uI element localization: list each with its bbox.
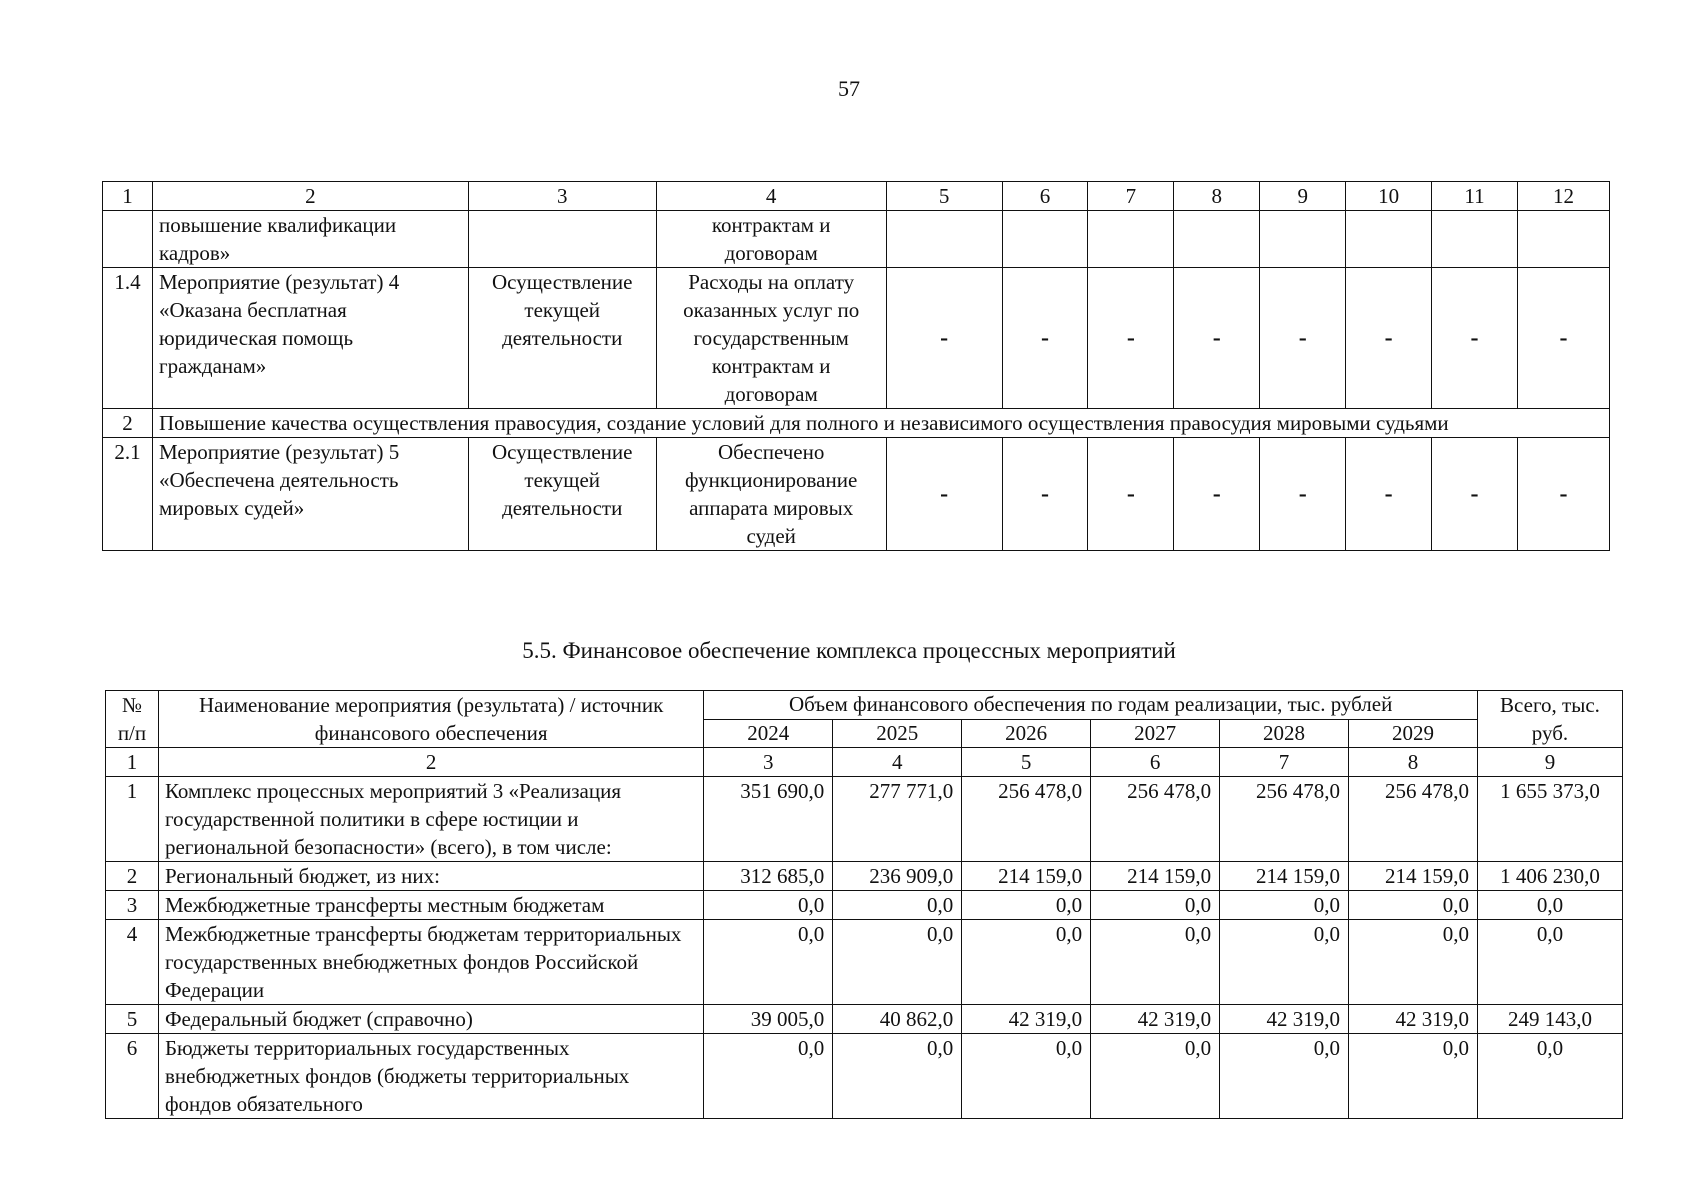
amount-cell: 0,0: [1091, 920, 1220, 1005]
value-cell: -: [1088, 268, 1174, 409]
col-index: 3: [468, 182, 656, 211]
row-name: Межбюджетные трансферты местным бюджетам: [158, 891, 703, 920]
amount-cell: 256 478,0: [1349, 777, 1478, 862]
year-header: 2028: [1220, 719, 1349, 748]
row-number: 1: [106, 777, 159, 862]
col-index: 8: [1349, 748, 1478, 777]
value-cell: -: [1432, 438, 1518, 551]
amount-cell: 236 909,0: [833, 862, 962, 891]
col-index: 4: [833, 748, 962, 777]
row-number: 5: [106, 1005, 159, 1034]
total-cell: 0,0: [1477, 1034, 1622, 1119]
amount-cell: 0,0: [833, 891, 962, 920]
task-title: Повышение качества осуществления правосудия, создание условий для полного и независимого осуществления правосудия мировыми судьями: [152, 409, 1609, 438]
amount-cell: 0,0: [1220, 1034, 1349, 1119]
total-cell: 0,0: [1477, 920, 1622, 1005]
row-number: 3: [106, 891, 159, 920]
activity-name: Мероприятие (результат) 4 «Оказана бесплатная юридическая помощь гражданам»: [152, 268, 468, 409]
year-header: 2025: [833, 719, 962, 748]
amount-cell: 214 159,0: [1349, 862, 1478, 891]
amount-cell: 0,0: [704, 1034, 833, 1119]
table1-row-1-4: [103, 268, 1610, 409]
amount-cell: 0,0: [962, 1034, 1091, 1119]
year-header: 2027: [1091, 719, 1220, 748]
amount-cell: 42 319,0: [1220, 1005, 1349, 1034]
col-index: 4: [656, 182, 886, 211]
value-cell: -: [1174, 438, 1260, 551]
col-index: 8: [1174, 182, 1260, 211]
row-number: 2: [106, 862, 159, 891]
total-cell: 0,0: [1477, 891, 1622, 920]
value-cell: -: [886, 268, 1002, 409]
value-cell: -: [1002, 268, 1088, 409]
row-name: Межбюджетные трансферты бюджетам территориальных государственных внебюджетных фондов Российской Федерации: [158, 920, 703, 1005]
amount-cell: 214 159,0: [1220, 862, 1349, 891]
value-cell: -: [1432, 268, 1518, 409]
total-cell: 249 143,0: [1477, 1005, 1622, 1034]
activities-table: [102, 181, 1610, 551]
amount-cell: 42 319,0: [1349, 1005, 1478, 1034]
row-name: Федеральный бюджет (справочно): [158, 1005, 703, 1034]
amount-cell: 0,0: [1349, 891, 1478, 920]
value-cell: -: [1260, 438, 1346, 551]
col-index: 5: [962, 748, 1091, 777]
table-row: [106, 777, 1623, 862]
col-index: 9: [1477, 748, 1622, 777]
amount-cell: 0,0: [962, 920, 1091, 1005]
row-number: 6: [106, 1034, 159, 1119]
table1-row-2-1: [103, 438, 1610, 551]
col-index: 9: [1260, 182, 1346, 211]
amount-cell: 40 862,0: [833, 1005, 962, 1034]
amount-cell: 256 478,0: [962, 777, 1091, 862]
table-row: [106, 920, 1623, 1005]
col-index: 1: [103, 182, 153, 211]
year-header: 2024: [704, 719, 833, 748]
amount-cell: 42 319,0: [1091, 1005, 1220, 1034]
value-cell: -: [1002, 438, 1088, 551]
value-cell: -: [1346, 268, 1432, 409]
value-cell: -: [1517, 438, 1609, 551]
amount-cell: 0,0: [1091, 1034, 1220, 1119]
value-cell: -: [886, 438, 1002, 551]
col-index: 2: [152, 182, 468, 211]
year-header: 2026: [962, 719, 1091, 748]
col-index: 2: [158, 748, 703, 777]
amount-cell: 0,0: [1220, 920, 1349, 1005]
value-cell: -: [1260, 268, 1346, 409]
table2-header-row: [106, 691, 1623, 720]
amount-cell: 42 319,0: [962, 1005, 1091, 1034]
activity-type: Осуществление текущей деятельности: [468, 268, 656, 409]
col-index: 1: [106, 748, 159, 777]
amount-cell: 0,0: [704, 920, 833, 1005]
page-number: 57: [838, 76, 860, 101]
header-total: Всего, тыс. руб.: [1477, 691, 1622, 748]
row-name: Комплекс процессных мероприятий 3 «Реализация государственной политики в сфере юстиции и региональной безопасности» (всего), в том числе:: [158, 777, 703, 862]
table2-index-row: [106, 748, 1623, 777]
amount-cell: 0,0: [833, 1034, 962, 1119]
amount-cell: 214 159,0: [1091, 862, 1220, 891]
activity-characteristic: Обеспечено функционирование аппарата мировых судей: [656, 438, 886, 551]
table-row: [106, 1005, 1623, 1034]
amount-cell: 0,0: [1349, 1034, 1478, 1119]
value-cell: -: [1346, 438, 1432, 551]
row-name: Региональный бюджет, из них:: [158, 862, 703, 891]
row-name: Бюджеты территориальных государственных внебюджетных фондов (бюджеты территориальных фондов обязательного: [158, 1034, 703, 1119]
table1-header-row: [103, 182, 1610, 211]
amount-cell: 351 690,0: [704, 777, 833, 862]
amount-cell: 256 478,0: [1220, 777, 1349, 862]
value-cell: -: [1088, 438, 1174, 551]
amount-cell: 39 005,0: [704, 1005, 833, 1034]
header-number: № п/п: [106, 691, 159, 748]
row-number: 4: [106, 920, 159, 1005]
col-index: 12: [1517, 182, 1609, 211]
value-cell: -: [1517, 268, 1609, 409]
year-header: 2029: [1349, 719, 1478, 748]
amount-cell: 0,0: [1091, 891, 1220, 920]
header-name: Наименование мероприятия (результата) / источник финансового обеспечения: [158, 691, 703, 748]
amount-cell: 277 771,0: [833, 777, 962, 862]
total-cell: 1 655 373,0: [1477, 777, 1622, 862]
activity-characteristic: Расходы на оплату оказанных услуг по государственным контрактам и договорам: [656, 268, 886, 409]
col-index: 7: [1088, 182, 1174, 211]
activity-name: Мероприятие (результат) 5 «Обеспечена деятельность мировых судей»: [152, 438, 468, 551]
row-number: 2.1: [103, 438, 153, 551]
amount-cell: 0,0: [1220, 891, 1349, 920]
activity-name: повышение квалификации кадров»: [152, 211, 468, 268]
table1-continuation-row: [103, 211, 1610, 268]
row-number: 1.4: [103, 268, 153, 409]
amount-cell: 0,0: [704, 891, 833, 920]
section-title: 5.5. Финансовое обеспечение комплекса процессных мероприятий: [522, 638, 1176, 663]
amount-cell: 256 478,0: [1091, 777, 1220, 862]
table1-row-2: [103, 409, 1610, 438]
table-row: [106, 891, 1623, 920]
col-index: 6: [1091, 748, 1220, 777]
row-number: 2: [103, 409, 153, 438]
amount-cell: 312 685,0: [704, 862, 833, 891]
header-volume: Объем финансового обеспечения по годам реализации, тыс. рублей: [704, 691, 1478, 720]
col-index: 10: [1346, 182, 1432, 211]
amount-cell: 0,0: [1349, 920, 1478, 1005]
col-index: 3: [704, 748, 833, 777]
activity-type: Осуществление текущей деятельности: [468, 438, 656, 551]
col-index: 5: [886, 182, 1002, 211]
table-row: [106, 1034, 1623, 1119]
financing-table: [105, 690, 1623, 1119]
amount-cell: 0,0: [962, 891, 1091, 920]
amount-cell: 214 159,0: [962, 862, 1091, 891]
value-cell: -: [1174, 268, 1260, 409]
col-index: 6: [1002, 182, 1088, 211]
activity-characteristic: контрактам и договорам: [656, 211, 886, 268]
table-row: [106, 862, 1623, 891]
amount-cell: 0,0: [833, 920, 962, 1005]
col-index: 7: [1220, 748, 1349, 777]
col-index: 11: [1432, 182, 1518, 211]
total-cell: 1 406 230,0: [1477, 862, 1622, 891]
